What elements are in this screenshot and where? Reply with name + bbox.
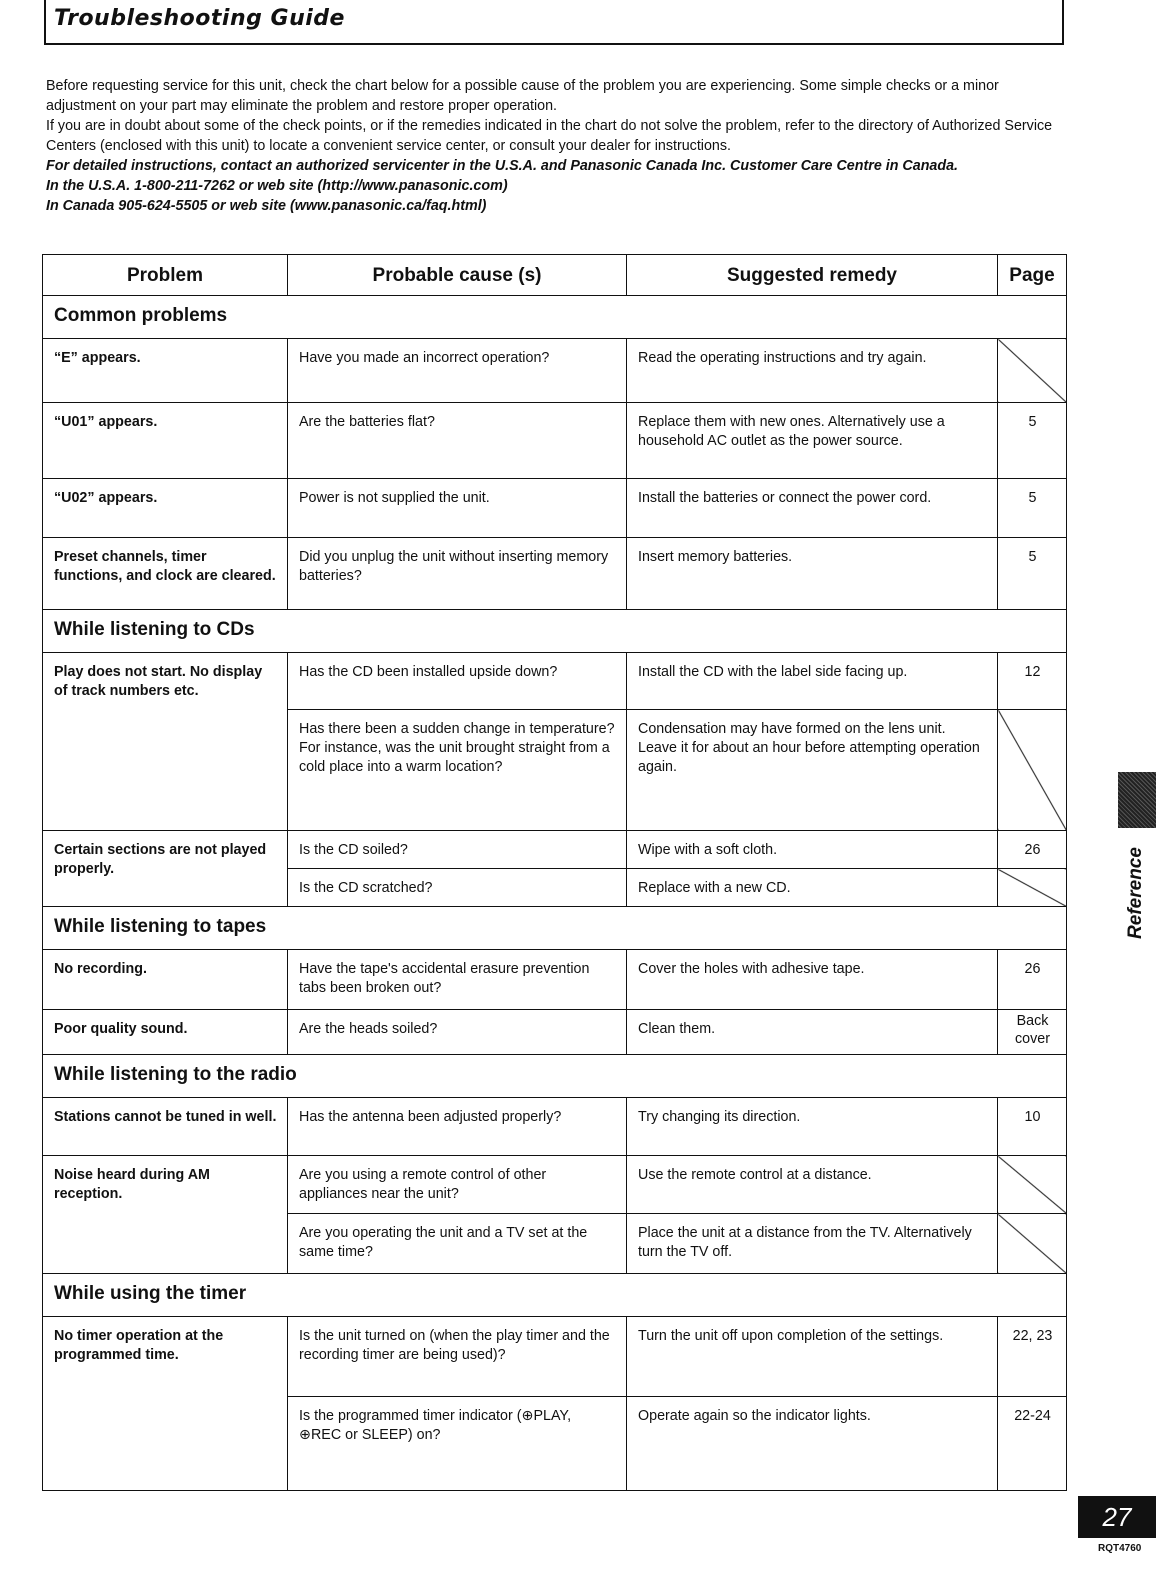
problem-cell: No timer operation at the programmed time. [43, 1317, 288, 1491]
problem-cell: “U02” appears. [43, 479, 288, 538]
document-code: RQT4760 [1098, 1543, 1142, 1554]
table-row [43, 1098, 1067, 1156]
problem-cell: Play does not start. No display of track numbers etc. [43, 653, 288, 831]
page-not-applicable [998, 869, 1067, 907]
page-cell: 10 [998, 1098, 1067, 1156]
cause-cell: Have you made an incorrect operation? [288, 339, 627, 403]
page-title: Troubleshooting Guide [54, 6, 345, 31]
table-row [43, 479, 1067, 538]
table-row [43, 1156, 1067, 1214]
page-cell: 5 [998, 403, 1067, 479]
problem-cell: No recording. [43, 950, 288, 1010]
page-not-applicable [998, 339, 1067, 403]
cause-cell: Power is not supplied the unit. [288, 479, 627, 538]
page-not-applicable [998, 1214, 1067, 1274]
remedy-cell: Replace them with new ones. Alternatively use a household AC outlet as the power source. [627, 403, 998, 479]
table-row [43, 1317, 1067, 1397]
reference-label-text: Reference [1125, 847, 1146, 939]
reference-tab-marker [1118, 772, 1156, 828]
table-row [43, 403, 1067, 479]
table-row [43, 831, 1067, 869]
page-cell: 26 [998, 950, 1067, 1010]
intro-canada-contact: In Canada 905-624-5505 or web site (www.panasonic.ca/faq.html) [46, 198, 487, 214]
remedy-cell: Cover the holes with adhesive tape. [627, 950, 998, 1010]
page-cell: 5 [998, 538, 1067, 610]
table-row [43, 950, 1067, 1010]
problem-cell: Poor quality sound. [43, 1010, 288, 1055]
table-row [43, 538, 1067, 610]
intro-contact: For detailed instructions, contact an authorized servicenter in the U.S.A. and Panasonic Canada Inc. Customer Care Centre in Canada. [46, 158, 959, 174]
cause-cell: Have the tape's accidental erasure prevention tabs been broken out? [288, 950, 627, 1010]
header-page: Page [998, 255, 1067, 296]
remedy-cell: Install the batteries or connect the power cord. [627, 479, 998, 538]
cause-cell: Has there been a sudden change in temperature? For instance, was the unit brought straight from a cold place into a warm location? [288, 710, 627, 831]
intro-usa-contact: In the U.S.A. 1-800-211-7262 or web site (http://www.panasonic.com) [46, 178, 508, 194]
header-problem: Problem [43, 255, 288, 296]
table-row [43, 653, 1067, 710]
remedy-cell: Replace with a new CD. [627, 869, 998, 907]
table-row [43, 339, 1067, 403]
section-heading: While listening to tapes [43, 907, 1067, 950]
cause-cell: Has the antenna been adjusted properly? [288, 1098, 627, 1156]
problem-cell: Stations cannot be tuned in well. [43, 1098, 288, 1156]
page-not-applicable [998, 1156, 1067, 1214]
section-heading: While listening to CDs [43, 610, 1067, 653]
cause-cell: Is the CD soiled? [288, 831, 627, 869]
remedy-cell: Use the remote control at a distance. [627, 1156, 998, 1214]
section-heading: Common problems [43, 296, 1067, 339]
remedy-cell: Condensation may have formed on the lens unit. Leave it for about an hour before attempting operation again. [627, 710, 998, 831]
intro-text [46, 76, 1066, 216]
page-number: 27 [1078, 1496, 1156, 1538]
problem-cell: Certain sections are not played properly. [43, 831, 288, 907]
intro-paragraph: Before requesting service for this unit, check the chart below for a possible cause of the problem you are experiencing. Some simple checks or a minor adjustment on your part may eliminate the problem and restore proper operation. [46, 78, 999, 114]
problem-cell: “U01” appears. [43, 403, 288, 479]
header-remedy: Suggested remedy [627, 255, 998, 296]
table-row [43, 1010, 1067, 1055]
cause-cell: Is the programmed timer indicator (⊕PLAY, ⊕REC or SLEEP) on? [288, 1397, 627, 1491]
cause-cell: Did you unplug the unit without inserting memory batteries? [288, 538, 627, 610]
reference-side-label [1112, 838, 1160, 948]
remedy-cell: Turn the unit off upon completion of the settings. [627, 1317, 998, 1397]
remedy-cell: Operate again so the indicator lights. [627, 1397, 998, 1491]
problem-cell: Noise heard during AM reception. [43, 1156, 288, 1274]
section-heading: While using the timer [43, 1274, 1067, 1317]
cause-cell: Are you operating the unit and a TV set at the same time? [288, 1214, 627, 1274]
remedy-cell: Clean them. [627, 1010, 998, 1055]
remedy-cell: Place the unit at a distance from the TV. Alternatively turn the TV off. [627, 1214, 998, 1274]
section-heading: While listening to the radio [43, 1055, 1067, 1098]
remedy-cell: Try changing its direction. [627, 1098, 998, 1156]
page-cell: Back cover [998, 1010, 1067, 1055]
remedy-cell: Wipe with a soft cloth. [627, 831, 998, 869]
page-cell: 5 [998, 479, 1067, 538]
page-cell: 22-24 [998, 1397, 1067, 1491]
cause-cell: Are you using a remote control of other appliances near the unit? [288, 1156, 627, 1214]
troubleshooting-table [42, 254, 1067, 1491]
problem-cell: “E” appears. [43, 339, 288, 403]
table-header-row [43, 255, 1067, 296]
cause-cell: Has the CD been installed upside down? [288, 653, 627, 710]
page-cell: 26 [998, 831, 1067, 869]
remedy-cell: Read the operating instructions and try again. [627, 339, 998, 403]
problem-cell: Preset channels, timer functions, and clock are cleared. [43, 538, 288, 610]
cause-cell: Are the batteries flat? [288, 403, 627, 479]
title-box [44, 0, 1064, 45]
page-not-applicable [998, 710, 1067, 831]
cause-cell: Is the unit turned on (when the play timer and the recording timer are being used)? [288, 1317, 627, 1397]
page-cell: 22, 23 [998, 1317, 1067, 1397]
remedy-cell: Insert memory batteries. [627, 538, 998, 610]
remedy-cell: Install the CD with the label side facing up. [627, 653, 998, 710]
cause-cell: Is the CD scratched? [288, 869, 627, 907]
page-cell: 12 [998, 653, 1067, 710]
cause-cell: Are the heads soiled? [288, 1010, 627, 1055]
intro-paragraph: If you are in doubt about some of the check points, or if the remedies indicated in the chart do not solve the problem, refer to the directory of Authorized Service Centers (enclosed with this unit) to locate a convenient service center, or consult your dealer for instructions. [46, 118, 1053, 154]
header-cause: Probable cause (s) [288, 255, 627, 296]
